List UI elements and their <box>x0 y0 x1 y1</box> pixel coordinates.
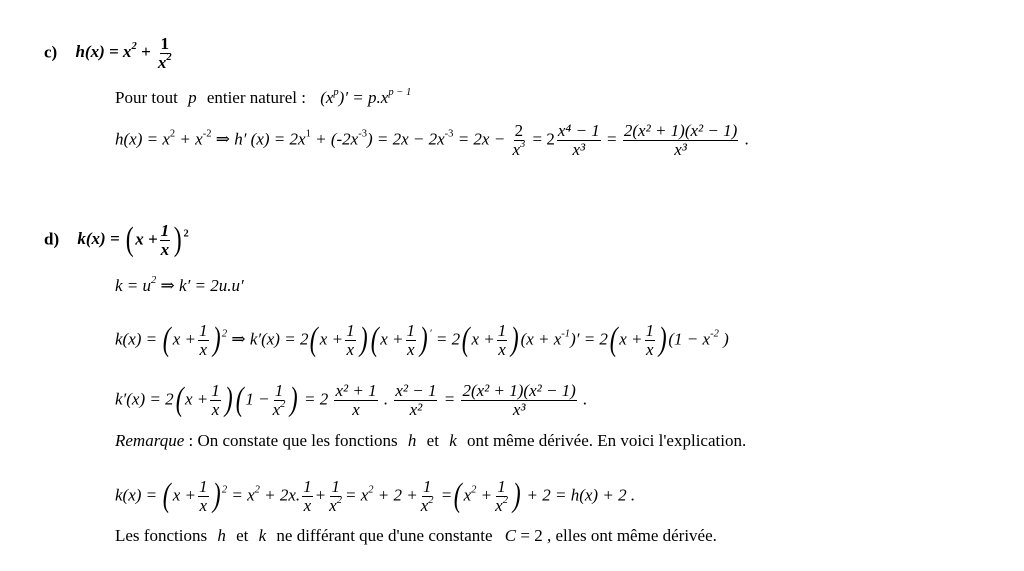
section-c-label: c) <box>44 42 58 62</box>
equivalence-line: k(x) = (x + $\frac{1}{x}$ ) $^2 = x^2 + 2x$. $\frac{1}{x}$ + $\frac{1}{x^2}$ = $x^2 + 2$ + $\frac{1}{x^2}$ $=(x^2$ + $\frac{1}{x^2}$ ) + 2 = h(x) + 2 . <box>115 477 636 515</box>
rule-line <box>115 89 411 106</box>
section-d-label: d) <box>44 229 60 249</box>
remark-line: Remarque : On constate que les fonctions h et k ont même dérivée. En voici l'explication. <box>115 431 747 450</box>
section-c-heading <box>44 35 175 72</box>
remark-label: Remarque <box>115 431 185 450</box>
frac-2-over-x3: $\frac{2}{x^3}$ <box>512 121 526 159</box>
frac-factored: $\frac{\text{2(x² + 1)(x² − 1)}}{\text{x³}}$ <box>623 121 738 159</box>
p-var: p <box>188 88 197 107</box>
chain-rule-line: $k = u^2$ ⇒ k′ = 2u.u′ <box>115 275 244 295</box>
k-derivative-simplified: k′(x) = 2(x + $\frac{1}{x}$ )(1 − $\frac{1}{x^2}$ ) = 2 $\frac{\text{x² + 1}}{x}$ . $\frac{\text{x² − 1}}{\text{x²}}$ = $\frac{\text{2(x² + 1)(x² − 1)}}{\text{x³}}$ . <box>115 381 588 419</box>
conclusion-line: Les fonctions h et k ne différant que d'une constante C = 2 , elles ont même dérivée. <box>115 526 717 545</box>
h-derivative-line: $h(x) = x^2 + x^{-2}$ ⇒ h′ $(x) = 2x^1 + (-2x^{-3}) = 2x - 2x^{-3} = 2x$ − $\frac{2}{x^3}$ = 2 $\frac{\text{x⁴ − 1}}{\text{x³}}$ = $\frac{\text{2(x² + 1)(x² − 1)}}{\text{x³}}$ . <box>115 121 749 159</box>
one-over-x2: $\frac{1}{x^2}$ <box>157 34 172 72</box>
h-definition: $h(x) = x^2$ + <box>75 41 151 62</box>
intro-text: Pour tout <box>115 88 178 107</box>
k-derivative-line: k(x) = (x + $\frac{1}{x}$ ) $^2$ ⇒ k′(x) = 2(x + $\frac{1}{x}$ )(x + $\frac{1}{x}$ ) ′ = 2(x + $\frac{1}{x}$ )$(x + x^{-1})' = 2(x$ + $\frac{1}{x}$ )($1 - x^{-2}$ ) <box>115 321 729 359</box>
power-rule: $(x^p)' = p.x^{p - 1}$ <box>320 87 412 107</box>
k-definition: k(x) = <box>77 229 120 249</box>
frac-x4-minus-1: $\frac{\text{x⁴ − 1}}{\text{x³}}$ <box>557 121 600 159</box>
section-d-heading: d) k(x) = (x + $\frac{1}{x}$ ) $^2$ <box>44 221 189 259</box>
intro-text-2: entier naturel : <box>206 88 306 107</box>
